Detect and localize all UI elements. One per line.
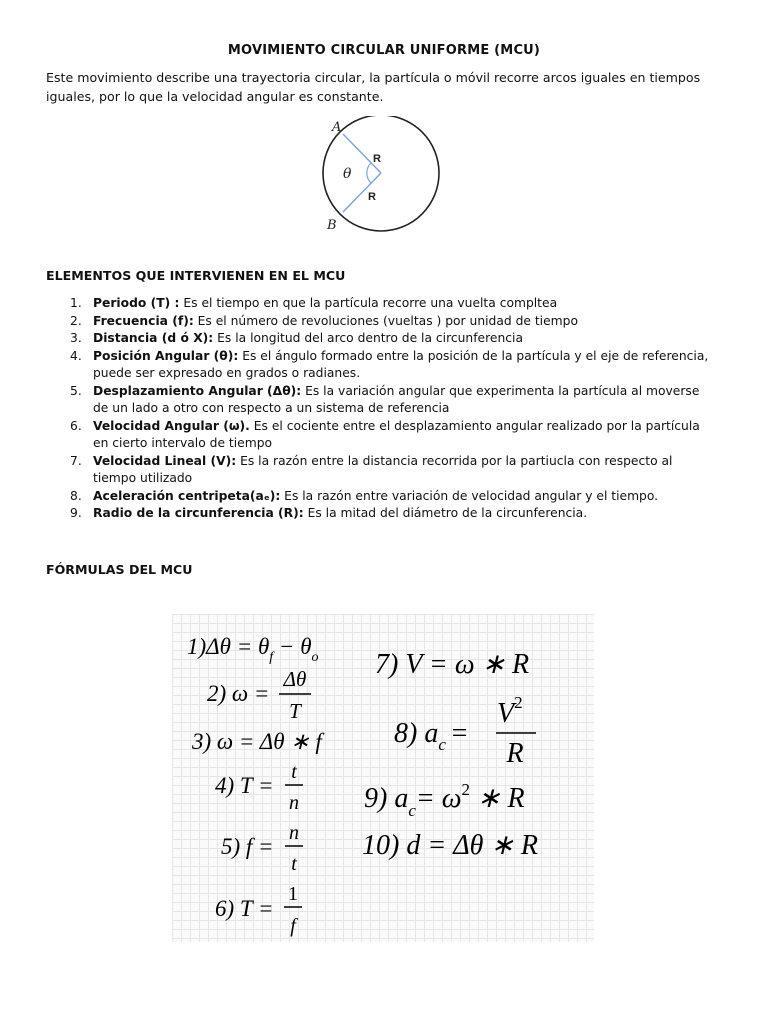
- item-number: 3.: [70, 331, 82, 345]
- list-item: [46, 453, 716, 488]
- formula-9-rest: = ω: [415, 783, 462, 814]
- formula-1-lead: 1)Δθ = θ: [187, 634, 270, 659]
- item-number: 4.: [70, 348, 82, 363]
- formula-1-mid: − θ: [273, 634, 312, 659]
- formula-8-num-v: V: [497, 698, 515, 729]
- list-item: [46, 295, 716, 313]
- item-number: 1.: [70, 296, 82, 310]
- item-number: 8.: [70, 488, 82, 503]
- list-item: [46, 418, 716, 453]
- item-description: Es el número de revoluciones (vueltas ) por unidad de tiempo: [193, 313, 578, 328]
- item-term: Posición Angular (θ):: [93, 348, 239, 363]
- formula-8-den: R: [506, 738, 524, 769]
- formulas-heading: FÓRMULAS DEL MCU: [46, 562, 193, 577]
- formula-4-num: t: [291, 761, 297, 783]
- item-term: Periodo (T) :: [93, 296, 180, 310]
- formula-6-den: f: [290, 915, 296, 937]
- page-title: MOVIMIENTO CIRCULAR UNIFORME (MCU): [227, 43, 541, 58]
- formula-7: 7) V = ω ∗ R: [375, 649, 530, 680]
- label-r-bottom: R: [368, 191, 376, 203]
- formula-3: 3) ω = Δθ ∗ f: [192, 729, 322, 754]
- formula-9-tail: ∗ R: [470, 783, 525, 814]
- intro-paragraph: Este movimiento describe una trayectoria circular, la partícula o móvil recorre arcos iguales en tiempos iguales, por lo que la velocidad angular es constante.: [46, 70, 701, 104]
- formula-10: 10) d = Δθ ∗ R: [362, 830, 538, 861]
- formula-9-lead: 9) a: [364, 783, 409, 814]
- item-description: Es el cociente entre el desplazamiento angular realizado por la partícula en cierto intervalo de tiempo: [93, 418, 700, 450]
- item-term: Desplazamiento Angular (Δθ):: [93, 383, 302, 398]
- formula-5-den: t: [291, 853, 297, 875]
- item-description: Es la variación angular que experimenta la partícula al moverse de un lado a otro con respecto a un sistema de referencia: [93, 383, 700, 415]
- list-item: [46, 348, 716, 383]
- formula-1: [187, 634, 319, 665]
- formula-8-eq: =: [449, 718, 469, 749]
- formulas-image: [172, 614, 594, 942]
- label-a: A: [332, 120, 342, 135]
- formula-8-lead: 8) a: [394, 718, 439, 749]
- formula-8-num-sup: 2: [514, 693, 523, 712]
- item-description: Es el tiempo en que la partícula recorre una vuelta compltea: [179, 296, 558, 310]
- formula-6-num: 1: [288, 883, 298, 905]
- elements-heading: ELEMENTOS QUE INTERVIENEN EN EL MCU: [46, 268, 346, 283]
- item-description: Es la mitad del diámetro de la circunferencia.: [303, 506, 588, 520]
- formula-5-lead: 5) f =: [221, 834, 274, 859]
- item-term: Velocidad Lineal (V):: [93, 453, 237, 468]
- item-number: 6.: [70, 418, 82, 433]
- formula-2-den: T: [289, 699, 301, 723]
- formula-4-den: n: [289, 792, 299, 814]
- elements-list: [46, 295, 716, 523]
- formula-2-lead: 2) ω =: [207, 681, 270, 706]
- item-description: Es la longitud del arco dentro de la circunferencia: [213, 331, 523, 345]
- item-term: Velocidad Angular (ω).: [93, 418, 250, 433]
- formula-1-sub-o: o: [311, 650, 319, 665]
- formula-9-sub: c: [408, 801, 416, 820]
- angle-arc: [367, 163, 371, 183]
- list-item: [46, 488, 716, 506]
- formula-6-lead: 6) T =: [215, 896, 274, 921]
- formula-2-num: Δθ: [283, 667, 307, 691]
- item-number: 2.: [70, 313, 82, 328]
- formula-1-sub-f: f: [269, 650, 274, 665]
- formula-9: [364, 780, 525, 820]
- item-term: Frecuencia (f):: [93, 313, 194, 328]
- item-description: Es el ángulo formado entre la posición de la partícula y el eje de referencia, puede ser expresado en grados o radianes.: [93, 348, 709, 380]
- item-description: Es la razón entre variación de velocidad angular y el tiempo.: [280, 488, 659, 503]
- list-item: [46, 505, 716, 523]
- label-theta: θ: [343, 166, 352, 182]
- formulas-svg: [172, 614, 594, 942]
- formula-9-sup: 2: [461, 780, 471, 799]
- circle-diagram: [318, 116, 446, 236]
- formula-5-num: n: [289, 822, 299, 844]
- formula-4-lead: 4) T =: [215, 773, 274, 798]
- formula-8-sub: c: [438, 735, 446, 754]
- formula-8-num: [497, 693, 523, 729]
- item-term: Aceleración centripeta(aₑ):: [93, 488, 281, 503]
- item-description: Es la razón entre la distancia recorrida por la partiucla con respecto al tiempo utilizado: [93, 453, 673, 485]
- item-number: 7.: [70, 453, 82, 468]
- list-item: [46, 383, 716, 418]
- item-number: 5.: [70, 383, 82, 398]
- label-b: B: [327, 218, 337, 233]
- list-item: [46, 313, 716, 331]
- item-number: 9.: [70, 506, 82, 520]
- item-term: Radio de la circunferencia (R):: [93, 506, 304, 520]
- label-r-top: R: [373, 153, 381, 165]
- item-term: Distancia (d ó X):: [93, 331, 214, 345]
- formula-8: [394, 718, 469, 754]
- list-item: [46, 330, 716, 348]
